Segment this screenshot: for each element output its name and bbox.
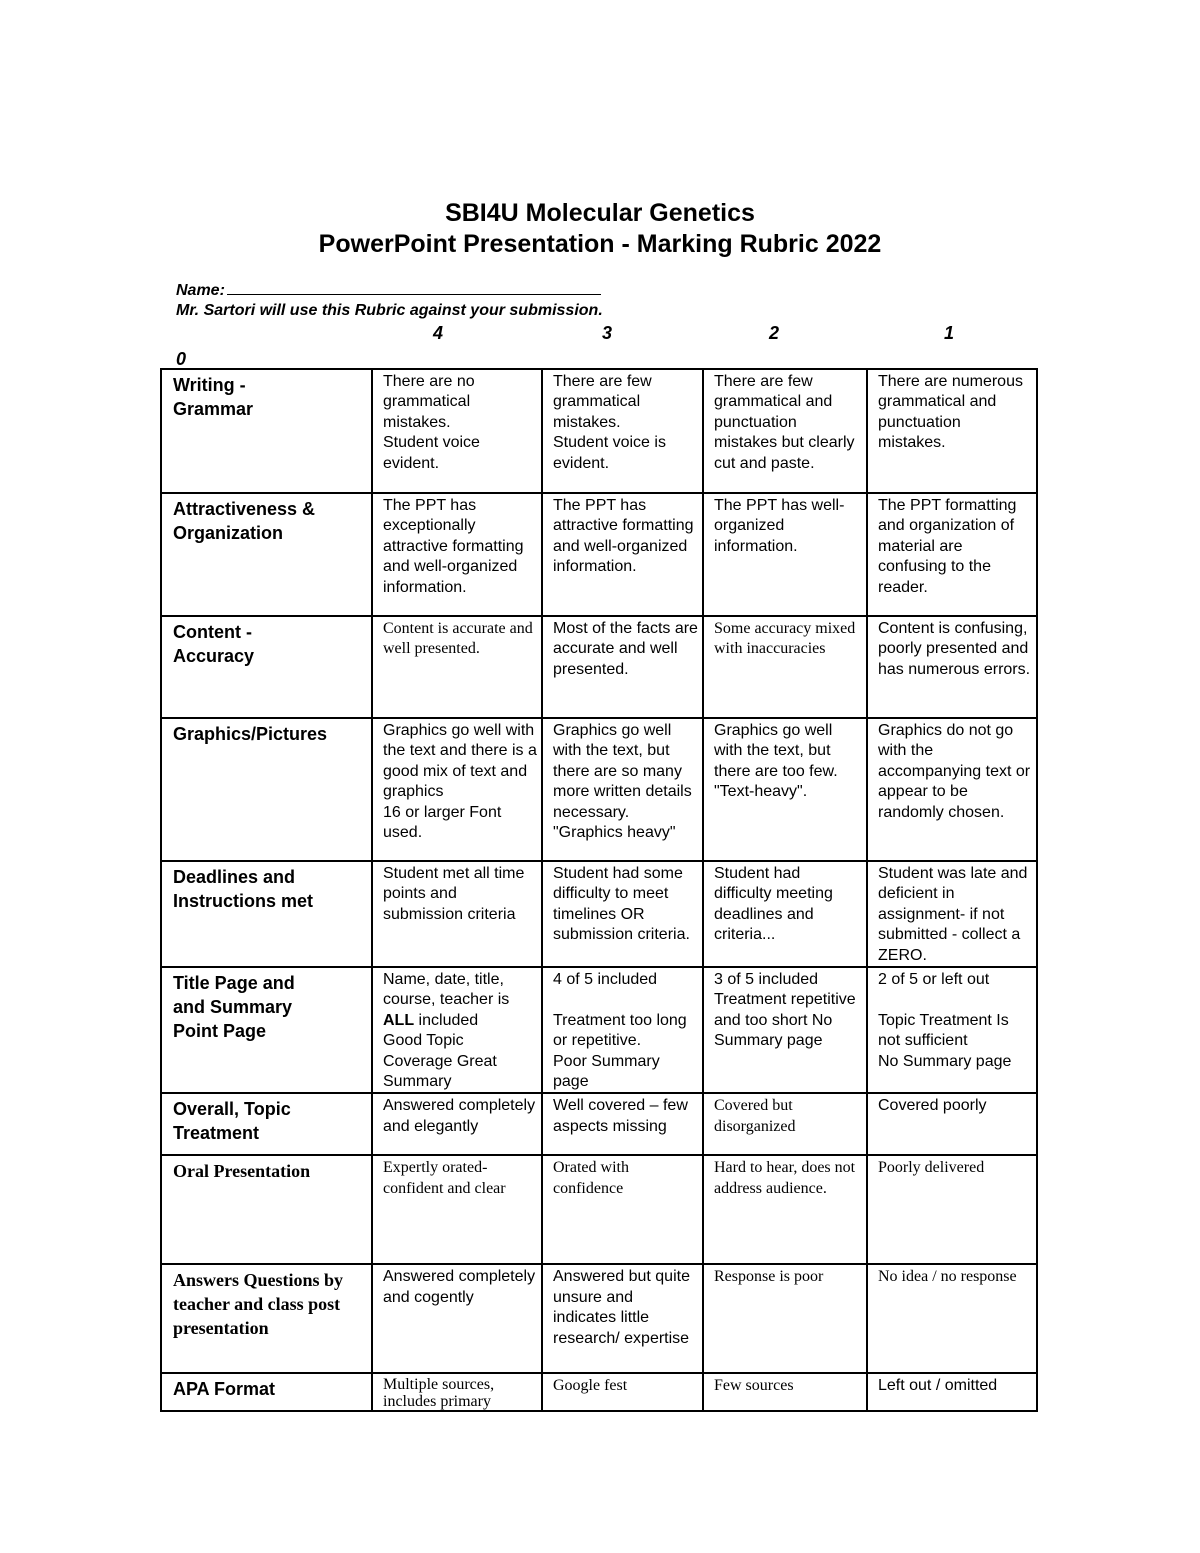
level-2-cell: Student had difficulty meeting deadlines and criteria... bbox=[703, 861, 867, 967]
name-blank-line bbox=[227, 280, 601, 295]
rubric-row-apa bbox=[161, 1373, 1037, 1411]
rubric-row-graphics bbox=[161, 718, 1037, 861]
level-4-cell: Multiple sources, includes primary bbox=[372, 1373, 542, 1411]
level-1-cell: There are numerous grammatical and punctuation mistakes. bbox=[867, 369, 1037, 493]
level-1-cell: Covered poorly bbox=[867, 1093, 1037, 1155]
level-3-cell: There are few grammatical mistakes. Student voice is evident. bbox=[542, 369, 703, 493]
rubric-row-answers bbox=[161, 1264, 1037, 1373]
rubric-row-attractiveness bbox=[161, 493, 1037, 616]
level-2-cell: Some accuracy mixed with inaccuracies bbox=[703, 616, 867, 718]
level-3-cell: Well covered – few aspects missing bbox=[542, 1093, 703, 1155]
criterion-cell: Overall, Topic Treatment bbox=[161, 1093, 372, 1155]
criterion-cell: Writing - Grammar bbox=[161, 369, 372, 493]
criterion-cell: APA Format bbox=[161, 1373, 372, 1411]
name-label: Name: bbox=[176, 282, 225, 299]
criterion-cell: Title Page and and Summary Point Page bbox=[161, 967, 372, 1093]
document-title bbox=[0, 198, 1200, 260]
score-header-0: 0 bbox=[176, 349, 187, 369]
criterion-cell: Oral Presentation bbox=[161, 1155, 372, 1264]
level-2-cell: Hard to hear, does not address audience. bbox=[703, 1155, 867, 1264]
rubric-row-overall bbox=[161, 1093, 1037, 1155]
level-3-cell: Student had some difficulty to meet timelines OR submission criteria. bbox=[542, 861, 703, 967]
level-2-cell: Covered but disorganized bbox=[703, 1093, 867, 1155]
level-2-cell: Few sources bbox=[703, 1373, 867, 1411]
level-4-cell: Expertly orated- confident and clear bbox=[372, 1155, 542, 1264]
level-4-cell: Student met all time points and submission criteria bbox=[372, 861, 542, 967]
level-3-cell: Orated with confidence bbox=[542, 1155, 703, 1264]
criterion-cell: Content - Accuracy bbox=[161, 616, 372, 718]
level-4-text-end: included Good Topic Coverage Great Summary bbox=[383, 1011, 497, 1091]
name-field bbox=[176, 280, 601, 301]
level-2-cell: 3 of 5 included Treatment repetitive and too short No Summary page bbox=[703, 967, 867, 1093]
level-4-cell: Answered completely and elegantly bbox=[372, 1093, 542, 1155]
criterion-cell: Graphics/Pictures bbox=[161, 718, 372, 861]
rubric-table bbox=[160, 368, 1038, 1412]
rubric-row-writing bbox=[161, 369, 1037, 493]
level-1-cell: Content is confusing, poorly presented and has numerous errors. bbox=[867, 616, 1037, 718]
level-4-cell: Graphics go well with the text and there is a good mix of text and graphics 16 or larger Font used. bbox=[372, 718, 542, 861]
criterion-cell: Attractiveness & Organization bbox=[161, 493, 372, 616]
level-3-cell: Most of the facts are accurate and well presented. bbox=[542, 616, 703, 718]
level-2-cell: The PPT has well-organized information. bbox=[703, 493, 867, 616]
level-3-cell: Graphics go well with the text, but there are so many more written details necessary. "Graphics heavy" bbox=[542, 718, 703, 861]
score-header-4: 4 bbox=[432, 323, 443, 343]
rubric-row-deadlines bbox=[161, 861, 1037, 967]
level-1-cell: No idea / no response bbox=[867, 1264, 1037, 1373]
level-1-cell: The PPT formatting and organization of material are confusing to the reader. bbox=[867, 493, 1037, 616]
rubric-row-title-page bbox=[161, 967, 1037, 1093]
level-2-cell: There are few grammatical and punctuation mistakes but clearly cut and paste. bbox=[703, 369, 867, 493]
level-4-text-start: Name, date, title, course, teacher is bbox=[383, 971, 510, 1009]
score-header-2: 2 bbox=[768, 323, 779, 343]
rubric-note: Mr. Sartori will use this Rubric against your submission. bbox=[176, 302, 603, 319]
title-line-1: SBI4U Molecular Genetics bbox=[445, 199, 755, 227]
level-2-cell: Response is poor bbox=[703, 1264, 867, 1373]
level-3-cell: The PPT has attractive formatting and well-organized information. bbox=[542, 493, 703, 616]
title-line-2: PowerPoint Presentation - Marking Rubric 2022 bbox=[318, 230, 882, 258]
rubric-row-content bbox=[161, 616, 1037, 718]
score-header-1: 1 bbox=[943, 323, 954, 343]
rubric-row-oral bbox=[161, 1155, 1037, 1264]
level-1-cell: Poorly delivered bbox=[867, 1155, 1037, 1264]
level-1-cell: Left out / omitted bbox=[867, 1373, 1037, 1411]
level-1-cell: 2 of 5 or left out Topic Treatment Is not sufficient No Summary page bbox=[867, 967, 1037, 1093]
level-4-cell: There are no grammatical mistakes. Student voice evident. bbox=[372, 369, 542, 493]
score-header-3: 3 bbox=[601, 323, 612, 343]
level-2-cell: Graphics go well with the text, but there are too few. "Text-heavy". bbox=[703, 718, 867, 861]
level-1-cell: Graphics do not go with the accompanying text or appear to be randomly chosen. bbox=[867, 718, 1037, 861]
level-3-cell: 4 of 5 included Treatment too long or repetitive. Poor Summary page bbox=[542, 967, 703, 1093]
level-3-cell: Google fest bbox=[542, 1373, 703, 1411]
level-4-text-emphasis: ALL bbox=[383, 1011, 415, 1029]
level-4-cell bbox=[372, 967, 542, 1093]
level-4-cell: Content is accurate and well presented. bbox=[372, 616, 542, 718]
criterion-cell: Deadlines and Instructions met bbox=[161, 861, 372, 967]
level-4-cell: The PPT has exceptionally attractive formatting and well-organized information. bbox=[372, 493, 542, 616]
level-4-cell: Answered completely and cogently bbox=[372, 1264, 542, 1373]
level-3-cell: Answered but quite unsure and indicates little research/ expertise bbox=[542, 1264, 703, 1373]
level-1-cell: Student was late and deficient in assignment- if not submitted - collect a ZERO. bbox=[867, 861, 1037, 967]
criterion-cell: Answers Questions by teacher and class post presentation bbox=[161, 1264, 372, 1373]
